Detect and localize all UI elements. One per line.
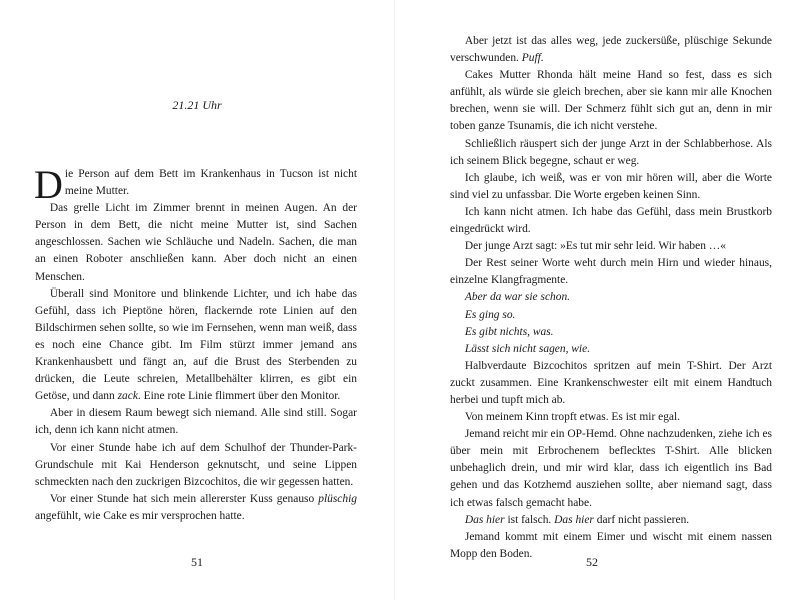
paragraph: Ich glaube, ich weiß, was er von mir hören will, aber die Worte sind viel zu unfassbar. Die Worte ergeben keinen Sinn. bbox=[450, 171, 772, 201]
italic-text: Das hier bbox=[464, 513, 505, 526]
left-page bbox=[0, 0, 394, 600]
page-number: 51 bbox=[191, 555, 203, 569]
italic-text: zack bbox=[117, 390, 138, 403]
paragraph bbox=[35, 491, 357, 525]
paragraph: Der Rest seiner Worte weht durch mein Hirn und wieder hinaus, einzelne Klangfragmente. bbox=[450, 257, 772, 287]
italic-text: Das hier bbox=[554, 513, 594, 526]
paragraph bbox=[34, 162, 357, 207]
paragraph: Von meinem Kinn tropft etwas. Es ist mir egal. bbox=[464, 411, 681, 424]
paragraph: Der junge Arzt sagt: »Es tut mir sehr leid. Wir haben …« bbox=[464, 240, 726, 253]
paragraph: Jemand kommt mit einem Eimer und wischt mit einem nassen Mopp den Boden. bbox=[450, 530, 772, 560]
poem-line: Es gibt nichts, was. bbox=[464, 325, 554, 338]
paragraph bbox=[450, 33, 772, 67]
paragraph-text: darf nicht passieren. bbox=[593, 513, 690, 526]
paragraph-text: Überall sind Monitore und blinkende Lichter, und ich habe das Gefühl, dass ich Pieptöne hören, flackernde rote Linien auf den Bildschirmen sehen sollte, so wie im Fernsehen, wenn man weiß, dass es noch eine Chance gibt. Im Film stürzt immer jemand ans Krankenhausbett und fängt an, auf die Brust des Sterbenden zu drücken, die Leute schreien, Metallbehälter klirren, es gibt ein Getöse, und dann bbox=[35, 287, 357, 403]
left-page-text bbox=[34, 162, 357, 525]
page-number: 52 bbox=[586, 555, 598, 569]
paragraph-text: Aber jetzt ist das alles weg, jede zuckersüße, plüschige Sekunde verschwunden. bbox=[450, 35, 772, 65]
poem-line: Lässt sich nicht sagen, wie. bbox=[464, 342, 591, 355]
italic-text: Puff. bbox=[521, 52, 544, 65]
paragraph-text: ie Person auf dem Bett im Krankenhaus in Tucson ist nicht meine Mutter. bbox=[64, 168, 357, 198]
poem-line: Es ging so. bbox=[464, 308, 516, 321]
paragraph-text: . Eine rote Linie flimmert über den Monitor. bbox=[137, 390, 341, 403]
paragraph: Aber in diesem Raum bewegt sich niemand. Alle sind still. Sogar ich, denn ich kann nicht atmen. bbox=[35, 407, 357, 437]
italic-text: plüschig bbox=[318, 492, 357, 505]
paragraph: Jemand reicht mir ein OP-Hemd. Ohne nachzudenken, ziehe ich es über mein mit Erbrochenem beflecktes T-Shirt. Alle blicken unbehaglich drein, und mir wird klar, dass ich eigentlich ins Bad gehen und das Kotzhemd ausziehen sollte, aber niemand sagt, dass ich etwas falsch gemacht habe. bbox=[450, 428, 772, 509]
paragraph: Vor einer Stunde habe ich auf dem Schulhof der Thunder-Park-Grundschule mit Kai Henderson geknutscht, und seine Lippen schmeckten nach den zuckrigen Bizcochitos, die wir gegessen hatten. bbox=[35, 441, 357, 488]
right-page-text bbox=[450, 33, 772, 563]
right-page bbox=[395, 0, 789, 600]
paragraph: Halbverdaute Bizcochitos spritzen auf mein T-Shirt. Der Arzt zuckt zusammen. Eine Krankenschwester eilt mit einem Handtuch herbei und tupft mich ab. bbox=[450, 359, 772, 406]
paragraph bbox=[450, 512, 772, 529]
chapter-time-heading: 21.21 Uhr bbox=[172, 98, 222, 112]
poem-line: Aber da war sie schon. bbox=[464, 291, 571, 304]
dropcap: D bbox=[34, 162, 63, 207]
paragraph: Ich kann nicht atmen. Ich habe das Gefühl, dass mein Brustkorb eingedrückt wird. bbox=[450, 205, 772, 236]
paragraph-text: Vor einer Stunde hat sich mein allererster Kuss genauso bbox=[49, 492, 315, 505]
paragraph-text: angefühlt, wie Cake es mir versprochen hatte. bbox=[35, 509, 245, 522]
paragraph: Schließlich räuspert sich der junge Arzt in der Schlabberhose. Als ich seinem Blick begegne, schaut er weg. bbox=[450, 137, 772, 167]
paragraph: Cakes Mutter Rhonda hält meine Hand so fest, dass es sich anfühlt, als würde sie gleich brechen, aber sie kann mir alle Knochen brechen, wenn sie will. Der Schmerz fühlt sich gut an, denn in mir toben ganze Tsunamis, die ich nicht verstehe. bbox=[450, 69, 772, 133]
paragraph: Das grelle Licht im Zimmer brennt in meinen Augen. An der Person in dem Bett, die nicht meine Mutter ist, sind Sachen angeschlossen. Sachen wie Schläuche und Nadeln. Sachen, die man an einen Roboter anschließen kann. Aber doch nicht an einen Menschen. bbox=[35, 202, 357, 283]
paragraph-text: ist falsch. bbox=[504, 513, 555, 526]
paragraph bbox=[35, 286, 357, 406]
